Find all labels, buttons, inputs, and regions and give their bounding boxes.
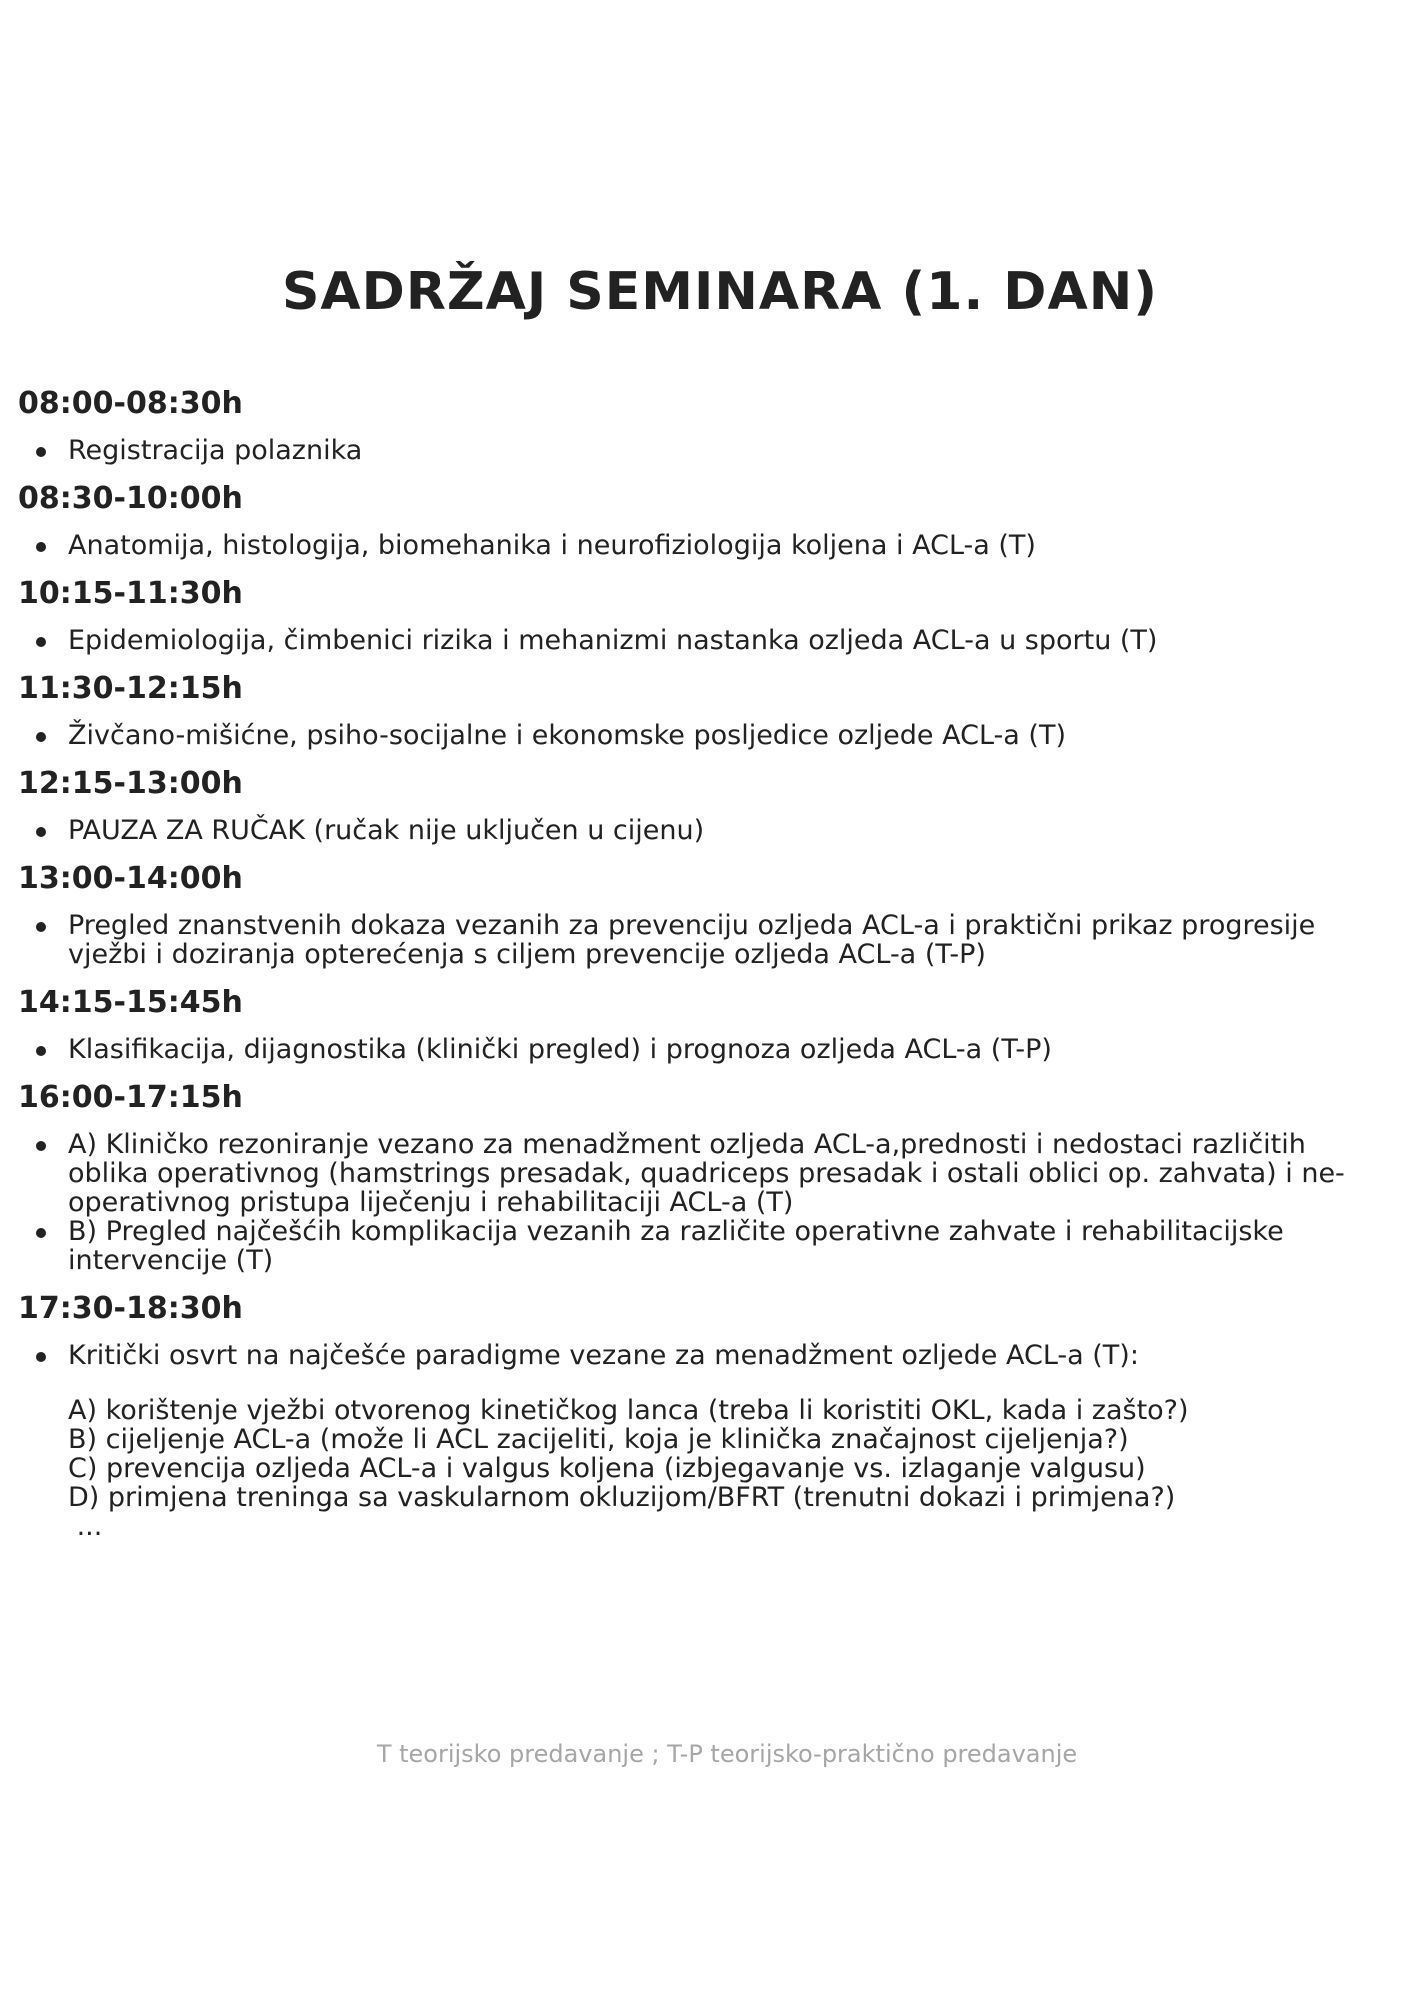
bullet-icon <box>36 542 46 552</box>
item-text: PAUZA ZA RUČAK (ručak nije uključen u cijenu) <box>68 815 705 846</box>
list-item <box>18 1130 1378 1217</box>
slot-items <box>18 1130 1378 1275</box>
slot-time: 12:15-13:00h <box>18 766 243 801</box>
schedule-slot <box>18 985 1378 1064</box>
slot-items <box>18 1035 1378 1064</box>
list-item <box>18 911 1378 969</box>
bullet-icon <box>36 732 46 742</box>
slot-time: 17:30-18:30h <box>18 1291 243 1326</box>
slot-items <box>18 626 1378 655</box>
bullet-icon <box>36 1046 46 1056</box>
item-text: Registracija polaznika <box>68 435 363 466</box>
item-text: Kritički osvrt na najčešće paradigme vezane za menadžment ozljede ACL-a (T): <box>68 1340 1139 1371</box>
slot-items <box>18 721 1378 750</box>
slot-items <box>18 531 1378 560</box>
item-text: Pregled znanstvenih dokaza vezanih za prevenciju ozljeda ACL-a i praktični prikaz progresije vježbi i doziranja opterećenja s ciljem prevencije ozljeda ACL-a (T-P) <box>68 910 1316 970</box>
schedule-slot <box>18 766 1378 845</box>
schedule-slot <box>18 386 1378 465</box>
bullet-icon <box>36 637 46 647</box>
sublist-line: ... <box>68 1511 103 1542</box>
list-item <box>18 531 1378 560</box>
schedule-slot <box>18 576 1378 655</box>
page-title: SADRŽAJ SEMINARA (1. DAN) <box>281 262 1159 322</box>
sublist-line: B) cijeljenje ACL-a (može li ACL zacijeliti, koja je klinička značajnost cijeljenja?) <box>68 1424 1129 1455</box>
slot-items <box>18 911 1378 969</box>
schedule-slot <box>18 1291 1378 1541</box>
bullet-icon <box>36 1228 46 1238</box>
bullet-icon <box>36 1141 46 1151</box>
slot-time: 10:15-11:30h <box>18 576 243 611</box>
schedule-list <box>18 386 1378 1557</box>
slot-items <box>18 816 1378 845</box>
bullet-icon <box>36 447 46 457</box>
list-item <box>18 816 1378 845</box>
paradigm-sublist <box>18 1396 1378 1541</box>
bullet-icon <box>36 1352 46 1362</box>
slot-time: 14:15-15:45h <box>18 985 243 1020</box>
schedule-slot <box>18 1080 1378 1275</box>
item-text: Epidemiologija, čimbenici rizika i mehanizmi nastanka ozljeda ACL-a u sportu (T) <box>68 625 1158 656</box>
slot-time: 08:00-08:30h <box>18 386 243 421</box>
slot-items <box>18 1341 1378 1541</box>
list-item <box>18 1035 1378 1064</box>
item-text: A) Kliničko rezoniranje vezano za menadžment ozljeda ACL-a,prednosti i nedostaci različitih oblika operativnog (hamstrings presadak, quadriceps presadak i ostali oblici op. zahvata) i ne-operativnog pristupa liječenju i rehabilitaciji ACL-a (T) <box>68 1129 1345 1218</box>
item-text: Klasifikacija, dijagnostika (klinički pregled) i prognoza ozljeda ACL-a (T-P) <box>68 1034 1052 1065</box>
footer-legend: T teorijsko predavanje ; T-P teorijsko-praktično predavanje <box>376 1740 1078 1768</box>
schedule-slot <box>18 671 1378 750</box>
slot-time: 08:30-10:00h <box>18 481 243 516</box>
item-text: Anatomija, histologija, biomehanika i neurofiziologija koljena i ACL-a (T) <box>68 530 1036 561</box>
bullet-icon <box>36 922 46 932</box>
sublist-line: A) korištenje vježbi otvorenog kinetičkog lanca (treba li koristiti OKL, kada i zašto?) <box>68 1395 1189 1426</box>
list-item <box>18 436 1378 465</box>
item-text: Živčano-mišićne, psiho-socijalne i ekonomske posljedice ozljede ACL-a (T) <box>68 720 1066 751</box>
list-item <box>18 1341 1378 1370</box>
sublist-line: D) primjena treninga sa vaskularnom okluzijom/BFRT (trenutni dokazi i primjena?) <box>68 1482 1176 1513</box>
bullet-icon <box>36 827 46 837</box>
slot-time: 13:00-14:00h <box>18 861 243 896</box>
list-item <box>18 626 1378 655</box>
item-text: B) Pregled najčešćih komplikacija vezanih za različite operativne zahvate i rehabilitacijske intervencije (T) <box>68 1216 1284 1276</box>
slot-time: 11:30-12:15h <box>18 671 243 706</box>
slot-items <box>18 436 1378 465</box>
sublist-line: C) prevencija ozljeda ACL-a i valgus koljena (izbjegavanje vs. izlaganje valgusu) <box>68 1453 1146 1484</box>
slot-time: 16:00-17:15h <box>18 1080 243 1115</box>
schedule-slot <box>18 481 1378 560</box>
list-item <box>18 721 1378 750</box>
list-item <box>18 1217 1378 1275</box>
schedule-slot <box>18 861 1378 969</box>
